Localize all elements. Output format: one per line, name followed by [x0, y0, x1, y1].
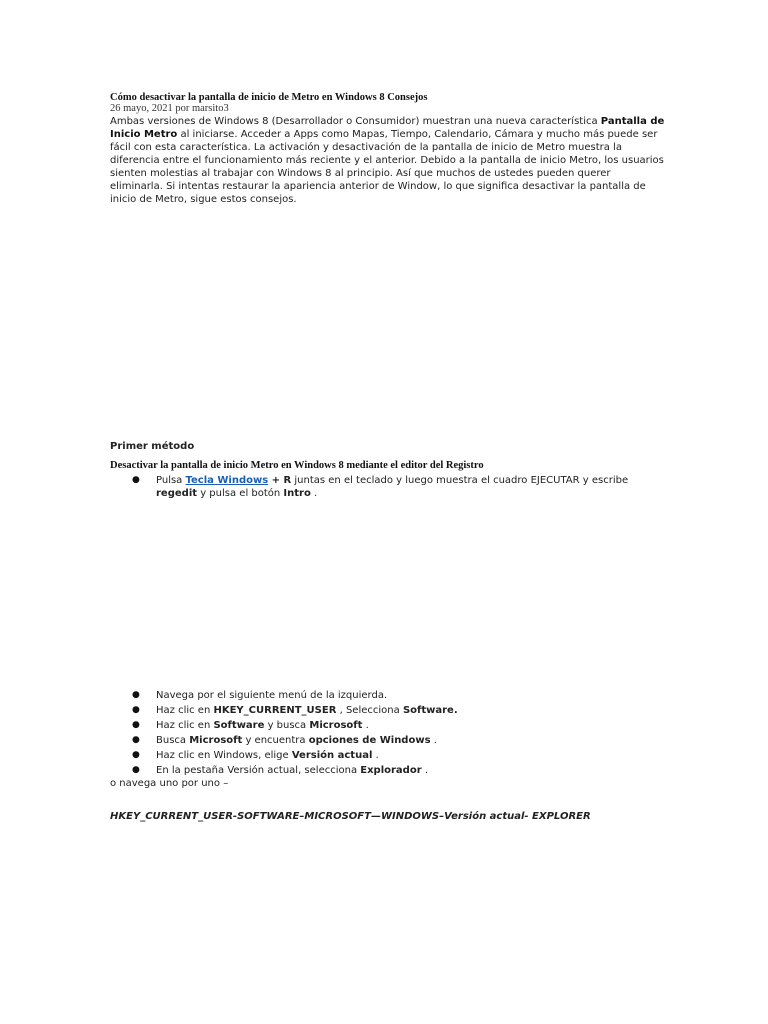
step-strong: Microsoft [189, 735, 243, 746]
list-item [110, 704, 670, 719]
bullet-icon: ● [132, 690, 140, 700]
method-heading: Primer método [110, 441, 195, 452]
step-text: Pulsa [156, 475, 186, 486]
step-text: . [362, 720, 369, 731]
step-text: Busca [156, 735, 190, 746]
intro-text-2: al iniciarse. Acceder a Apps como Mapas, Tiempo, Calendario, Cámara y mucho más puede ser fácil con esta característica. La activación y desactivación de la pantalla de inicio de Metro muestra la diferencia entre el funcionamiento más reciente y el anterior. Debido a la pantalla de inicio Metro, los usuarios sienten molestias al trabajar con Windows 8 al principio. Así que muchos de ustedes pueden querer eliminarla. Si intentas restaurar la apariencia anterior de Window, lo que significa desactivar la pantalla de inicio de Metro, sigue estos consejos. [110, 129, 664, 205]
list-item [110, 749, 670, 764]
list-item [110, 689, 670, 704]
step-strong: + [268, 475, 284, 486]
step-text: . [372, 750, 379, 761]
intro-strong-1: Pantalla de Inicio Metro [110, 116, 665, 140]
step-strong: regedit [156, 488, 198, 499]
step-strong: Microsoft [309, 720, 363, 731]
step-text: Haz clic en [156, 705, 214, 716]
step-strong: Versión actual [291, 750, 373, 761]
step-list-1 [110, 474, 670, 500]
step-text: juntas en el teclado y luego muestra el cuadro EJECUTAR y escribe [291, 475, 629, 486]
step-text: Haz clic en [156, 720, 214, 731]
step-text: . [310, 488, 318, 499]
intro-paragraph [110, 115, 665, 206]
step-list-2 [110, 689, 670, 779]
bullet-icon: ● [132, 765, 140, 775]
method-subtitle: Desactivar la pantalla de inicio Metro en Windows 8 mediante el editor del Registro [110, 460, 484, 471]
list-item [110, 734, 670, 749]
list-item [110, 474, 656, 500]
alternative-note: o navega uno por uno – [110, 778, 229, 789]
list-item [110, 719, 670, 734]
step-strong: R [283, 475, 292, 486]
article-title: Cómo desactivar la pantalla de inicio de Metro en Windows 8 Consejos [110, 92, 428, 103]
step-strong: Explorador [360, 765, 422, 776]
bullet-icon: ● [132, 705, 140, 715]
bullet-icon: ● [132, 475, 140, 485]
step-text: y pulsa el botón [197, 488, 284, 499]
step-text: y busca [264, 720, 310, 731]
bullet-icon: ● [132, 750, 140, 760]
step-text: y encuentra [242, 735, 309, 746]
step-text: Haz clic en Windows, elige [156, 750, 292, 761]
step-text: . [421, 765, 429, 776]
bullet-icon: ● [132, 720, 140, 730]
step-text: , Selecciona [336, 705, 403, 716]
step-text: En la pestaña Versión actual, selecciona [156, 765, 361, 776]
step-strong: opciones de Windows [308, 735, 431, 746]
article-byline: 26 mayo, 2021 por marsito3 [110, 103, 229, 114]
step-strong: HKEY_CURRENT_USER [213, 705, 337, 716]
step-strong: Software [213, 720, 265, 731]
registry-path: HKEY_CURRENT_USER-SOFTWARE–MICROSOFT—WINDOWS–Versión actual- EXPLORER [110, 811, 591, 822]
step-text: Navega por el siguiente menú de la izquierda. [156, 690, 388, 701]
step-text: . [430, 735, 437, 746]
intro-text-1: Ambas versiones de Windows 8 (Desarrollador o Consumidor) muestran una nueva característica [110, 116, 601, 127]
bullet-icon: ● [132, 735, 140, 745]
step-strong: Intro [283, 488, 311, 499]
step-strong: Software. [402, 705, 458, 716]
windows-key-link[interactable]: Tecla Windows [185, 475, 269, 486]
